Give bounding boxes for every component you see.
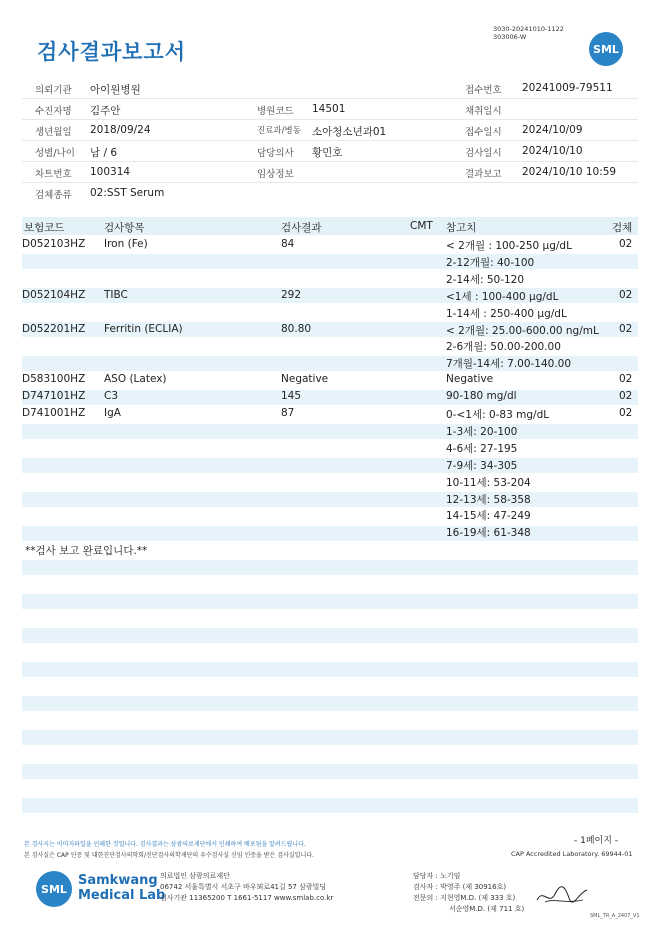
table-stripe	[22, 730, 638, 745]
info-row: 수진자명 김주안 병원코드 14501 채취일시	[22, 99, 638, 120]
cell-ref: 14-15세: 47-249	[446, 510, 531, 523]
info-row: 의뢰기관 아이원병원 접수번호 20241009-79511	[22, 78, 638, 99]
cell-spec: 02	[619, 322, 633, 335]
receipt-no-value: 20241009-79511	[522, 82, 613, 94]
signature-image	[535, 882, 590, 910]
cell-ref: 7개월-14세: 7.00-140.00	[446, 358, 572, 371]
birth-value: 2018/09/24	[90, 124, 151, 136]
cell-spec: 02	[619, 288, 633, 301]
table-stripe	[22, 492, 638, 507]
cell-ref: 2-6개월: 50.00-200.00	[446, 341, 561, 354]
table-stripe	[22, 696, 638, 711]
cell-ref: 1-3세: 20-100	[446, 425, 518, 438]
cell-code: D052201HZ	[22, 322, 86, 335]
cell-ref: 1-14세 : 250-400 µg/dL	[446, 307, 567, 320]
document-id: 3030-20241010-1122 303006-W	[493, 25, 564, 41]
lab-address: 의료법인 삼광의료재단 06742 서울특별시 서초구 바우뫼로41길 57 삼광빌딩 검사기관 11365200 T 1661-5117 www.smlab.co.kr	[160, 872, 334, 902]
page-title: 검사결과보고서	[37, 40, 187, 64]
cell-ref: Negative	[446, 373, 494, 386]
specimen-value: 02:SST Serum	[90, 187, 165, 199]
cell-item: TIBC	[104, 288, 128, 301]
lab-staff: 담당자 : 노기임 검사자 : 박영주 (제 30916호) 전문의 : 지현영M.D. (제 333 호) 서순영M.D. (제 711 호)	[413, 872, 525, 913]
doctor-value: 황민호	[312, 147, 343, 159]
cell-code: D052103HZ	[22, 238, 86, 250]
table-stripe	[22, 560, 638, 575]
form-code: SML_TR_A_2407_V1	[590, 913, 640, 919]
cap-accreditation: CAP Accredited Laboratory. 69944-01	[511, 850, 633, 858]
info-row: 검체종류 02:SST Serum	[35, 187, 165, 201]
cell-code: D747101HZ	[22, 390, 86, 403]
info-row: 생년월일 2018/09/24 진료과/병동 소아청소년과01 접수일시 2024/10/09	[22, 120, 638, 141]
info-row: 성별/나이 남 / 6 담당의사 황민호 검사일시 2024/10/10	[22, 141, 638, 162]
table-stripe	[22, 254, 638, 269]
cell-ref: 90-180 mg/dl	[446, 390, 517, 403]
table-stripe	[22, 526, 638, 541]
results-table-header: 보험코드 검사항목 검사결과 CMT 참고치 검체	[22, 217, 638, 235]
table-stripe	[22, 662, 638, 677]
brand-name: Samkwang Medical Lab	[78, 873, 166, 903]
hospital-code-value: 14501	[312, 103, 346, 115]
certification-note: 본 검사실은 CAP 인증 및 대한진단검사의학회/진단검사의학재단의 우수검사실 신임 인증을 받은 검사실입니다.	[24, 852, 314, 859]
cell-ref: 2-14세: 50-120	[446, 273, 525, 286]
table-stripe	[22, 764, 638, 779]
cell-ref: 7-9세: 34-305	[446, 459, 518, 472]
footer-note: 본 검사지는 이미지파일을 인쇄한 것입니다. 검사결과는 삼광의료재단에서 인쇄하여 배포됨을 알려드립니다.	[24, 841, 306, 848]
patient-info	[22, 78, 638, 204]
cell-result: Negative	[281, 373, 329, 386]
cell-code: D052104HZ	[22, 288, 86, 301]
cell-item: ASO (Latex)	[104, 373, 167, 386]
cell-ref: < 2개월: 25.00-600.00 ng/mL	[446, 324, 599, 337]
cell-code: D741001HZ	[22, 407, 86, 419]
cell-ref: 4-6세: 27-195	[446, 442, 518, 455]
cell-code: D583100HZ	[22, 373, 86, 386]
test-date-value: 2024/10/10	[522, 145, 583, 157]
cell-item: IgA	[104, 407, 121, 419]
cell-ref: 10-11세: 53-204	[446, 476, 531, 489]
cell-result: 292	[281, 288, 302, 301]
report-date-value: 2024/10/10 10:59	[522, 166, 617, 178]
cell-ref: 0-<1세: 0-83 mg/dL	[446, 409, 550, 421]
chart-no-value: 100314	[90, 166, 131, 178]
cell-result: 87	[281, 407, 295, 419]
cell-spec: 02	[619, 238, 633, 250]
table-stripe	[22, 458, 638, 473]
table-stripe	[22, 594, 638, 609]
dept-value: 소아청소년과01	[312, 126, 387, 138]
sml-logo: SML	[589, 32, 623, 66]
cell-spec: 02	[619, 373, 633, 386]
cell-item: Iron (Fe)	[104, 238, 148, 250]
sml-logo-bottom: SML	[36, 871, 72, 907]
cell-ref: < 2개월 : 100-250 µg/dL	[446, 240, 572, 252]
cell-ref: 12-13세: 58-358	[446, 493, 531, 506]
patient-value: 김주안	[90, 105, 121, 117]
client-value: 아이원병원	[90, 84, 141, 96]
cell-ref: 2-12개월: 40-100	[446, 256, 535, 269]
cell-spec: 02	[619, 407, 633, 419]
table-stripe	[22, 424, 638, 439]
cell-result: 84	[281, 238, 295, 250]
sex-age-value: 남 / 6	[90, 147, 118, 159]
report-complete-note: **검사 보고 완료입니다.**	[25, 545, 148, 557]
cell-item: Ferritin (ECLIA)	[104, 322, 183, 335]
info-row: 차트번호 100314 임상정보 결과보고 2024/10/10 10:59	[22, 162, 638, 183]
cell-ref: <1세 : 100-400 µg/dL	[446, 290, 559, 303]
table-stripe	[22, 798, 638, 813]
receipt-date-value: 2024/10/09	[522, 124, 583, 136]
cell-ref: 16-19세: 61-348	[446, 527, 531, 540]
cell-result: 80.80	[281, 322, 312, 335]
cell-spec: 02	[619, 390, 633, 403]
cell-result: 145	[281, 390, 302, 403]
table-stripe	[22, 628, 638, 643]
page-number: - 1페이지 -	[574, 836, 619, 846]
cell-item: C3	[104, 390, 119, 403]
